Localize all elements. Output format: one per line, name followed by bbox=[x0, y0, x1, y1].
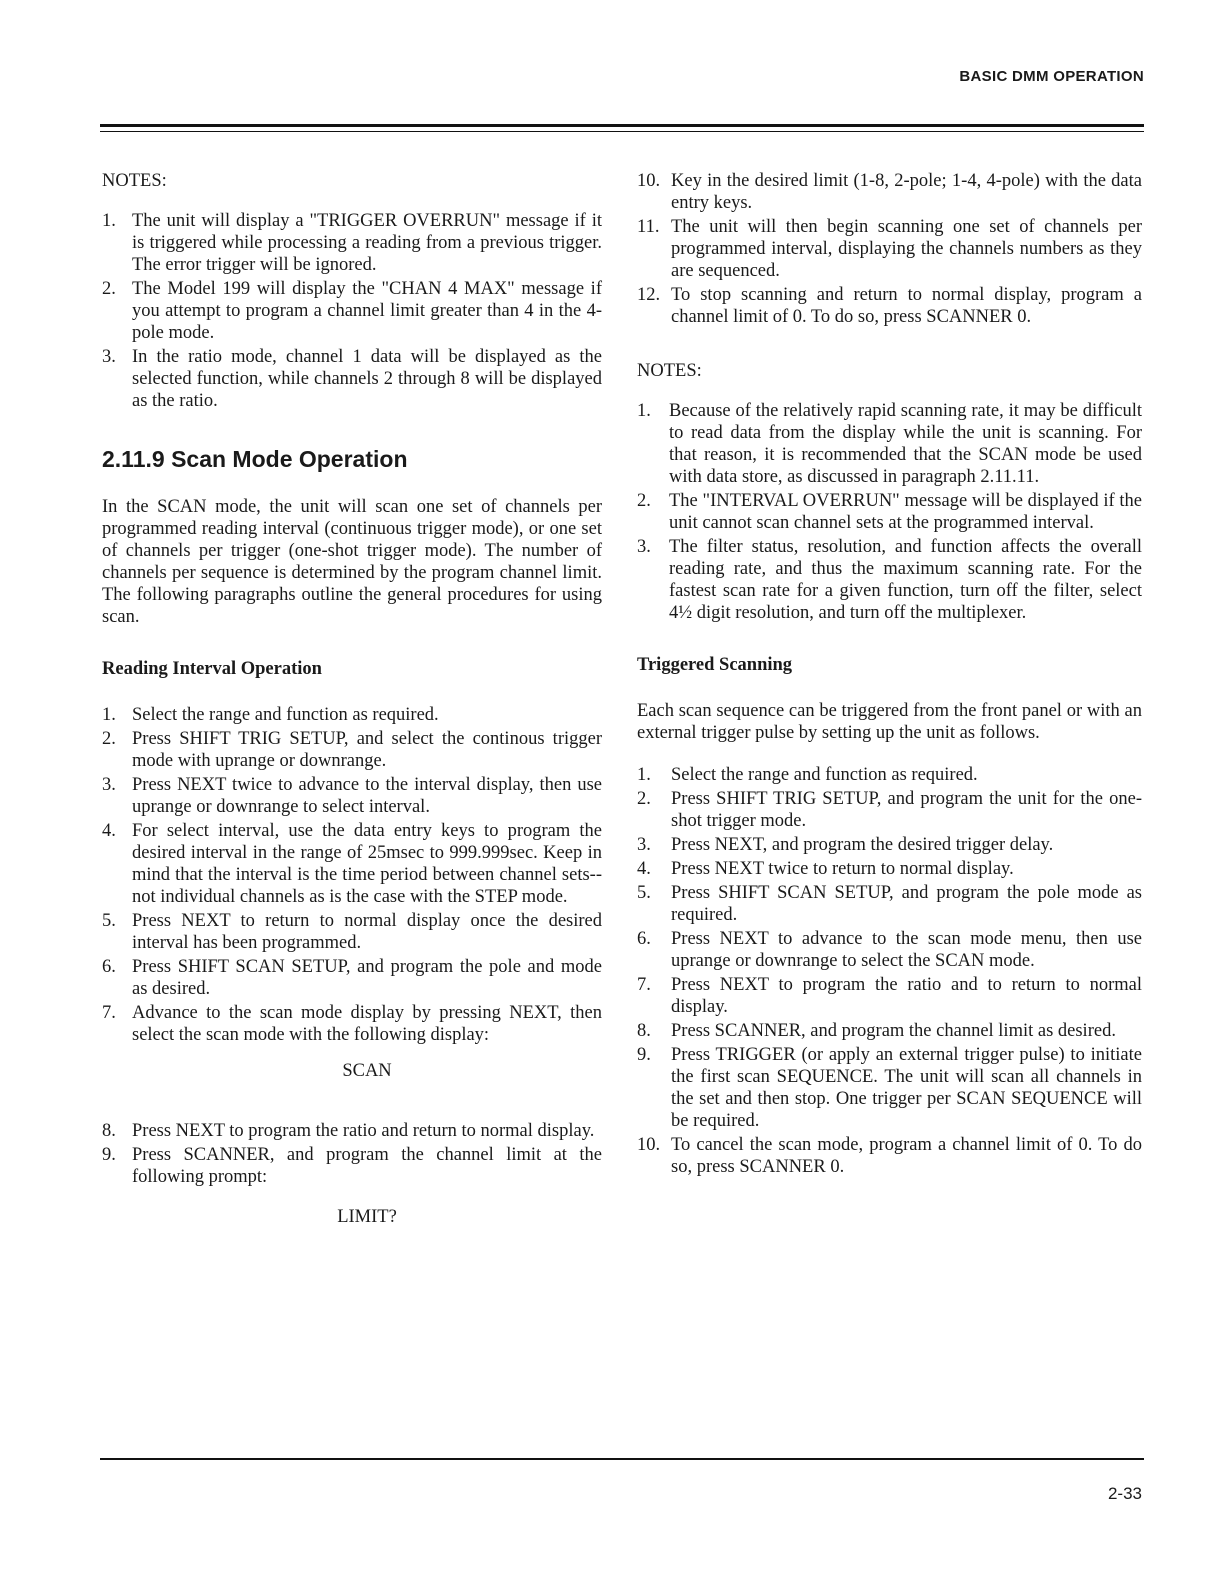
step-item: 5. Press NEXT to return to normal display once the desired interval has been programmed. bbox=[102, 911, 602, 953]
step-item: 6. Press NEXT to advance to the scan mode menu, then use uprange or downrange to select the SCAN mode. bbox=[637, 929, 1142, 971]
right-column bbox=[637, 170, 1142, 1180]
note-item: 1. The unit will display a "TRIGGER OVERRUN" message if it is triggered while processing a reading from a previous trigger. The error trigger will be ignored. bbox=[102, 211, 602, 275]
header-rule-thick bbox=[100, 124, 1144, 127]
step-item: 8. Press NEXT to program the ratio and return to normal display. bbox=[102, 1121, 595, 1141]
triggered-scanning-steps bbox=[637, 764, 1142, 1178]
reading-interval-steps-continued bbox=[102, 1120, 602, 1188]
step-item: 5. Press SHIFT SCAN SETUP, and program the pole mode as required. bbox=[637, 883, 1142, 925]
display-prompt-scan: SCAN bbox=[342, 1061, 392, 1081]
step-item: 10. Key in the desired limit (1-8, 2-pole; 1-4, 4-pole) with the data entry keys. bbox=[637, 171, 1142, 213]
note-item: 2. The "INTERVAL OVERRUN" message will be displayed if the unit cannot scan channel sets at the programmed interval. bbox=[637, 491, 1142, 533]
running-header: BASIC DMM OPERATION bbox=[959, 68, 1144, 85]
step-item: 7. Press NEXT to program the ratio and to return to normal display. bbox=[637, 975, 1142, 1017]
left-column bbox=[102, 170, 602, 1228]
step-item: 9. Press SCANNER, and program the channel limit at the following prompt: bbox=[102, 1145, 602, 1187]
step-item: 3. Press NEXT twice to advance to the interval display, then use uprange or downrange to select interval. bbox=[102, 775, 602, 817]
notes-list bbox=[637, 400, 1142, 624]
notes-label: NOTES: bbox=[637, 361, 702, 381]
step-item: 12. To stop scanning and return to normal display, program a channel limit of 0. To do so, press SCANNER 0. bbox=[637, 285, 1142, 327]
step-item: 7. Advance to the scan mode display by pressing NEXT, then select the scan mode with the following display: bbox=[102, 1003, 602, 1045]
step-item: 2. Press SHIFT TRIG SETUP, and select the continous trigger mode with uprange or downrange. bbox=[102, 729, 602, 771]
reading-interval-steps bbox=[102, 704, 602, 1046]
reading-interval-steps-end bbox=[637, 170, 1142, 328]
subheading-triggered-scanning: Triggered Scanning bbox=[637, 655, 793, 675]
step-item: 1. Select the range and function as required. bbox=[102, 705, 439, 725]
step-item: 10. To cancel the scan mode, program a channel limit of 0. To do so, press SCANNER 0. bbox=[637, 1135, 1142, 1177]
header-rule-thin bbox=[100, 131, 1144, 132]
step-item: 4. For select interval, use the data entry keys to program the desired interval in the range of 25msec to 999.999sec. Keep in mind that the interval is the time period between channel sets-- not individual channels as is the case with the STEP mode. bbox=[102, 821, 602, 907]
note-item: 3. The filter status, resolution, and function affects the overall reading rate, and thus the maximum scanning rate. For the fastest scan rate for a given function, turn off the filter, select 4½ digit resolution, and turn off the multiplexer. bbox=[637, 537, 1142, 623]
step-item: 8. Press SCANNER, and program the channel limit as desired. bbox=[637, 1021, 1116, 1041]
step-item: 6. Press SHIFT SCAN SETUP, and program the pole and mode as desired. bbox=[102, 957, 602, 999]
section-heading: 2.11.9 Scan Mode Operation bbox=[102, 446, 408, 472]
step-item: 3. Press NEXT, and program the desired trigger delay. bbox=[637, 835, 1054, 855]
footer-rule bbox=[100, 1458, 1144, 1460]
triggered-intro: Each scan sequence can be triggered from the front panel or with an external trigger pulse by setting up the unit as follows. bbox=[637, 701, 1142, 743]
step-item: 2. Press SHIFT TRIG SETUP, and program the unit for the one-shot trigger mode. bbox=[637, 789, 1142, 831]
subheading-reading-interval: Reading Interval Operation bbox=[102, 659, 322, 679]
note-item: 2. The Model 199 will display the "CHAN 4 MAX" message if you attempt to program a channel limit greater than 4 in the 4-pole mode. bbox=[102, 279, 602, 343]
section-intro: In the SCAN mode, the unit will scan one set of channels per programmed reading interval (continuous trigger mode), or one set of channels per trigger (one-shot trigger mode). The number of channels per sequence is determined by the program channel limit. The following paragraphs outline the general procedures for using scan. bbox=[102, 497, 602, 627]
step-item: 9. Press TRIGGER (or apply an external trigger pulse) to initiate the first scan SEQUENCE. The unit will scan all channels in the set and then stop. One trigger per SCAN SEQUENCE will be required. bbox=[637, 1045, 1142, 1131]
page-number: 2-33 bbox=[1107, 1484, 1142, 1503]
step-item: 1. Select the range and function as required. bbox=[637, 765, 978, 785]
note-item: 3. In the ratio mode, channel 1 data will be displayed as the selected function, while channels 2 through 8 will be displayed as the ratio. bbox=[102, 347, 602, 411]
display-prompt-limit: LIMIT? bbox=[337, 1207, 397, 1227]
step-item: 4. Press NEXT twice to return to normal display. bbox=[637, 859, 1014, 879]
notes-label: NOTES: bbox=[102, 171, 167, 191]
notes-list bbox=[102, 210, 602, 412]
note-item: 1. Because of the relatively rapid scanning rate, it may be difficult to read data from the display while the unit is scanning. For that reason, it is recommended that the SCAN mode be used with data store, as discussed in paragraph 2.11.11. bbox=[637, 401, 1142, 487]
step-item: 11. The unit will then begin scanning one set of channels per programmed interval, displaying the channels numbers as they are sequenced. bbox=[637, 217, 1142, 281]
